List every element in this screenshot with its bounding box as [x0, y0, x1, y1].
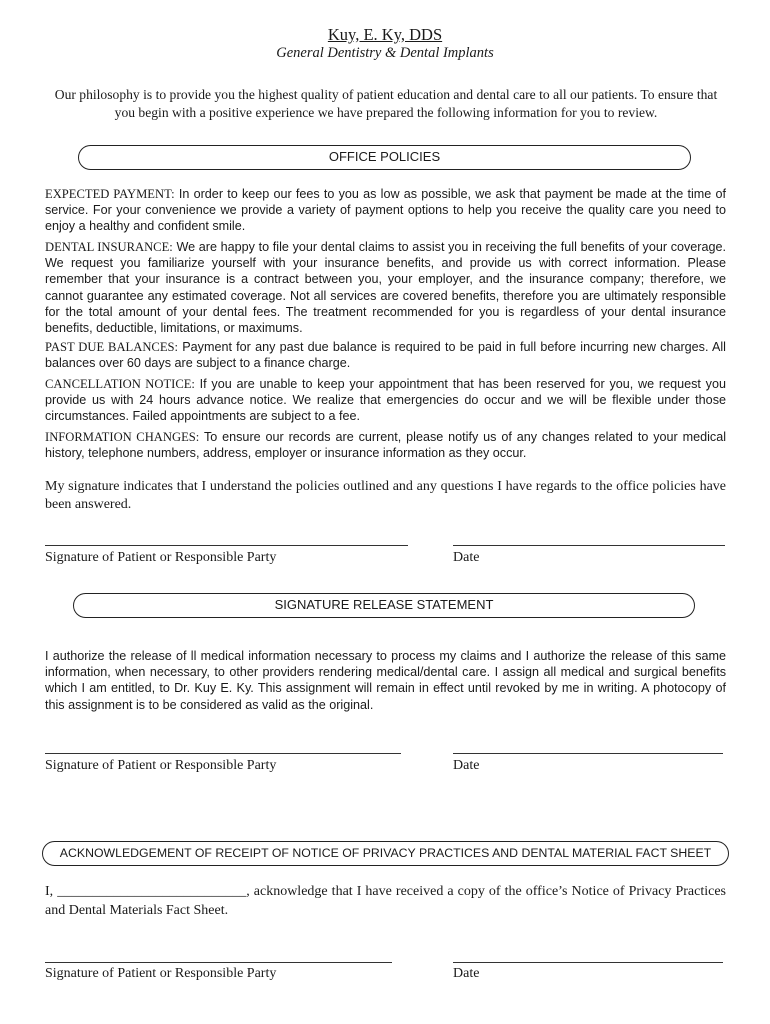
- policy-information-changes: [45, 429, 726, 461]
- practice-subtitle: General Dentistry & Dental Implants: [276, 45, 494, 61]
- patient-signature-label: Signature of Patient or Responsible Party: [45, 550, 277, 565]
- policy-text: In order to keep our fees to you as low as possible, we ask that payment be made at the time of service. For your convenience we provide a variety of payment options to help you receive the quality care you need to enjoy a healthy and confident smile.: [45, 187, 726, 234]
- policy-text: We are happy to file your dental claims to assist you in receiving the full benefits of your coverage. We request you familiarize yourself with your insurance benefits, and provide us with correct information. Please remember that your insurance is a contract between you, your employer, and the insurance company; therefore, we cannot guarantee any estimated coverage. Not all services are covered benefits, therefore you are ultimately responsible for the total amount of your dental fees. The treatment recommended for you is regardless of your dental insurance benefits, deductible, limitations, or maximums.: [45, 240, 726, 336]
- practice-title: Kuy, E. Ky, DDS: [327, 25, 443, 44]
- date-line-2[interactable]: [453, 753, 723, 754]
- policy-past-due-balances: [45, 339, 726, 371]
- patient-signature-line-3[interactable]: [45, 962, 392, 963]
- date-label: Date: [453, 550, 480, 565]
- patient-signature-label: Signature of Patient or Responsible Party: [45, 758, 277, 773]
- policy-text: Payment for any past due balance is required to be paid in full before incurring new charges. All balances over 60 days are subject to a finance charge.: [45, 340, 726, 371]
- policy-text: If you are unable to keep your appointment that has been reserved for you, we request you provide us with 24 hours advance notice. We realize that emergencies do occur and we will be flexible under those circumstances. Failed appointments are subject to a fee.: [45, 377, 726, 424]
- office-policies-heading: OFFICE POLICIES: [78, 145, 691, 170]
- policy-label: INFORMATION CHANGES:: [45, 430, 200, 444]
- policy-label: DENTAL INSURANCE:: [45, 240, 173, 254]
- policy-label: EXPECTED PAYMENT:: [45, 187, 175, 201]
- signature-release-heading: SIGNATURE RELEASE STATEMENT: [73, 593, 695, 618]
- patient-signature-line-2[interactable]: [45, 753, 401, 754]
- intro-paragraph: Our philosophy is to provide you the highest quality of patient education and dental care to all our patients. To ensure that you begin with a positive experience we have prepared the following information for you to review.: [54, 87, 718, 120]
- privacy-acknowledgement-heading: ACKNOWLEDGEMENT OF RECEIPT OF NOTICE OF PRIVACY PRACTICES AND DENTAL MATERIAL FACT SHEET: [42, 841, 729, 866]
- release-paragraph: I authorize the release of ll medical information necessary to process my claims and I authorize the release of this same information, when necessary, to other providers rendering medical/dental care. I assign all medical and surgical benefits which I am entitled, to Dr. Kuy E. Ky. This assignment will remain in effect until revoked by me in writing. A photocopy of this assignment is to be considered as valid as the original.: [45, 649, 726, 712]
- policy-acknowledgement: My signature indicates that I understand the policies outlined and any questions I have regards to the office policies have been answered.: [45, 479, 726, 512]
- date-line-3[interactable]: [453, 962, 723, 963]
- patient-signature-label: Signature of Patient or Responsible Party: [45, 966, 277, 981]
- policy-label: CANCELLATION NOTICE:: [45, 377, 195, 391]
- privacy-acknowledgement: I, ___________________________, acknowledge that I have received a copy of the office’s Notice of Privacy Practices and Dental Materials Fact Sheet.: [45, 884, 726, 918]
- policy-text: To ensure our records are current, please notify us of any changes related to your medical history, telephone numbers, address, employer or insurance information as they occur.: [45, 430, 726, 461]
- date-label: Date: [453, 758, 480, 773]
- policy-label: PAST DUE BALANCES:: [45, 340, 179, 354]
- patient-signature-line-1[interactable]: [45, 545, 408, 546]
- policy-cancellation-notice: [45, 376, 726, 425]
- date-label: Date: [453, 966, 480, 981]
- date-line-1[interactable]: [453, 545, 725, 546]
- policy-expected-payment: [45, 186, 726, 235]
- policy-dental-insurance: [45, 239, 726, 336]
